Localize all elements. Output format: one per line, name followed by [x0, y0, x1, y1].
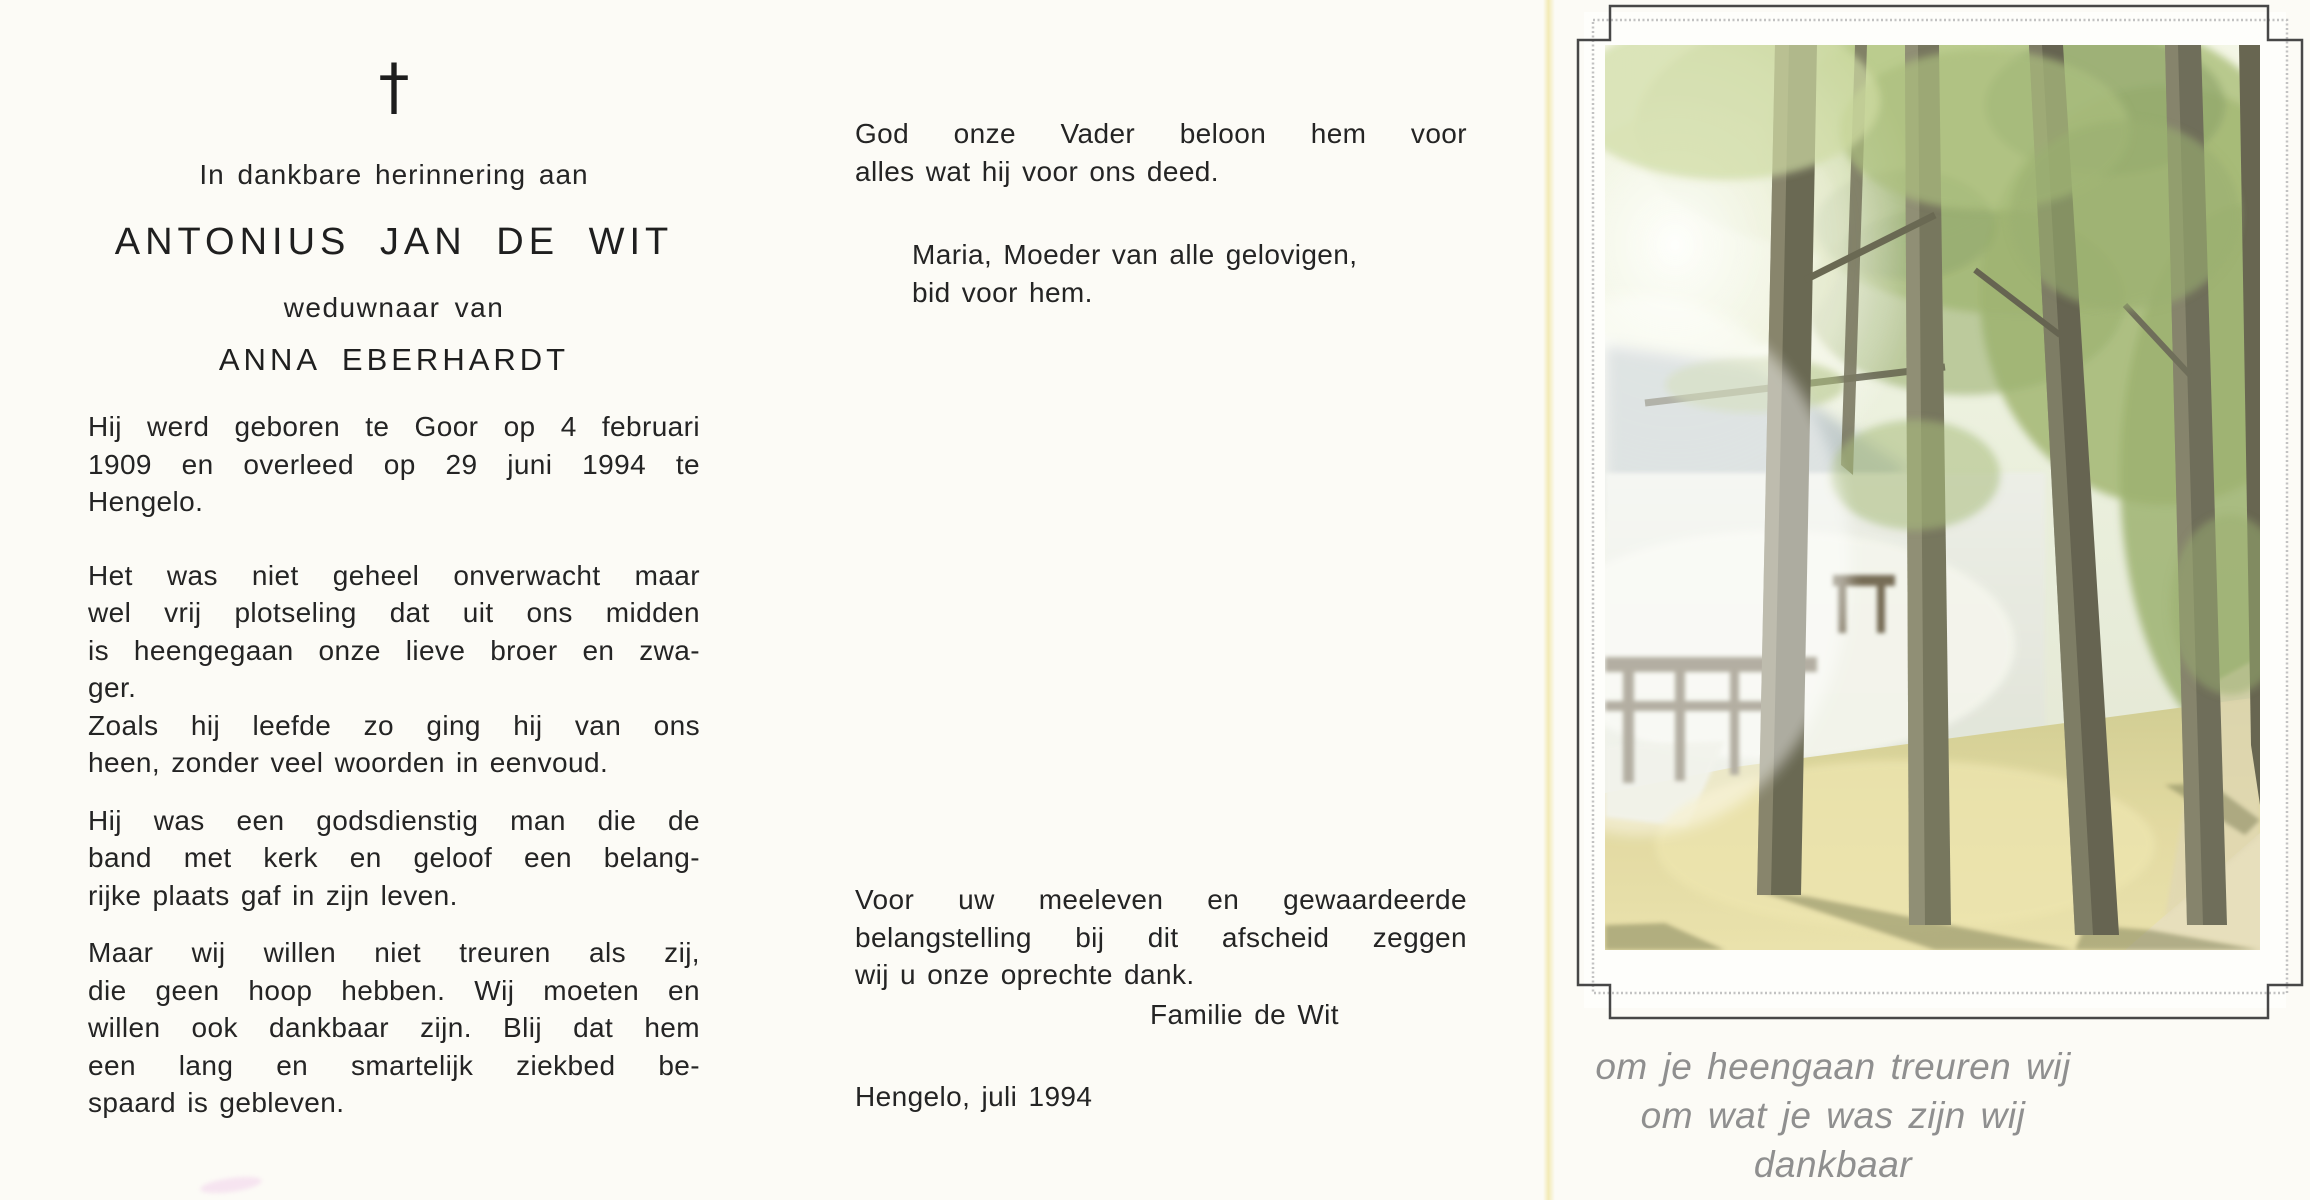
- text-line: willen ook dankbaar zijn. Blij dat hem: [88, 1012, 700, 1043]
- maria-prayer-text: [912, 236, 1412, 311]
- epitaph-line: om wat je was zijn wij dankbaar: [1640, 1095, 2026, 1185]
- text-line: Hengelo.: [88, 486, 204, 517]
- intro-line: In dankbare herinnering aan: [199, 159, 589, 190]
- deceased-name: ANTONIUS JAN DE WIT: [114, 221, 674, 263]
- prayer-text: [855, 115, 1467, 190]
- text-line: Zoals hij leefde zo ging hij van ons: [88, 709, 700, 741]
- text-line: Voor uw meeleven en gewaardeerde: [855, 884, 1467, 915]
- text-line: wel vrij plotseling dat uit ons midden: [88, 597, 700, 628]
- text-line: die geen hoop hebben. Wij moeten en: [88, 974, 700, 1006]
- card-fold: [1543, 0, 1555, 1200]
- text-line: wij u onze oprechte dank.: [855, 959, 1195, 990]
- text-line: 1909 en overleed op 29 juni 1994 te: [88, 448, 700, 480]
- text-line: Het was niet geheel onverwacht maar: [88, 559, 700, 591]
- text-line: heen, zonder veel woorden in eenvoud.: [88, 747, 609, 778]
- text-line: band met kerk en geloof een belang-: [88, 842, 700, 873]
- cross-icon: †: [378, 50, 410, 123]
- epitaph-line: om je heengaan treuren wij: [1595, 1046, 2071, 1087]
- relation-line: weduwnaar van: [283, 292, 505, 323]
- text-line: ger.: [88, 672, 137, 703]
- paragraph: [88, 934, 700, 1122]
- text-line: is heengegaan onze lieve broer en zwa-: [88, 634, 700, 666]
- obituary-text: [88, 408, 700, 1122]
- place-date-line: Hengelo, juli 1994: [855, 1081, 1093, 1112]
- paragraph: [88, 802, 700, 915]
- text-line: bid voor hem.: [912, 276, 1093, 308]
- text-line: spaard is gebleven.: [88, 1087, 345, 1118]
- text-line: Maria, Moeder van alle gelovigen,: [912, 239, 1358, 270]
- paragraph: [88, 408, 700, 521]
- text-line: Hij werd geboren te Goor op 4 februari: [88, 411, 700, 442]
- memorial-photo: [1605, 45, 2260, 950]
- middle-page: [855, 0, 1467, 1200]
- scan-smudge: [199, 1174, 262, 1196]
- paragraph: [88, 557, 700, 782]
- left-page: [88, 40, 700, 1122]
- spouse-name: ANNA EBERHARDT: [218, 342, 570, 377]
- text-line: God onze Vader beloon hem voor: [855, 118, 1467, 149]
- text-line: Maar wij willen niet treuren als zij,: [88, 937, 700, 968]
- text-line: Hij was een godsdienstig man die de: [88, 804, 700, 836]
- epitaph-quote: [1558, 1042, 2108, 1189]
- text-line: alles wat hij voor ons deed.: [855, 155, 1219, 187]
- text-line: een lang en smartelijk ziekbed be-: [88, 1049, 700, 1081]
- text-line: rijke plaats gaf in zijn leven.: [88, 879, 458, 911]
- text-line: belangstelling bij dit afscheid zeggen: [855, 921, 1467, 953]
- thanks-text: [855, 881, 1467, 994]
- family-signature: Familie de Wit: [1150, 999, 1339, 1030]
